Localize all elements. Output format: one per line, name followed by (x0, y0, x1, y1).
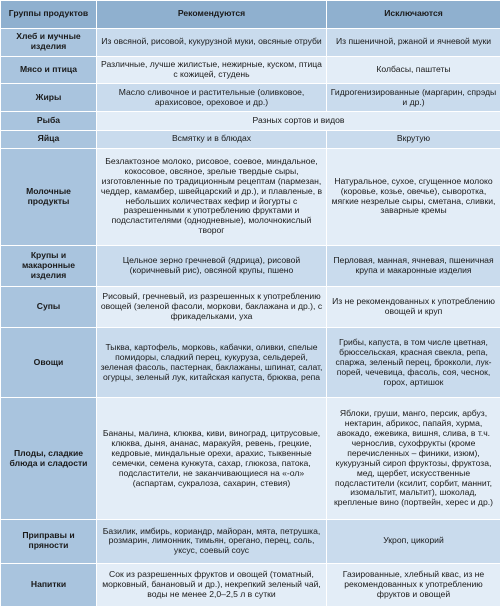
row-excluded: Грибы, капуста, в том числе цветная, брюссельская, красная свекла, репа, спаржа, зеленый перец, брокколи, лук-порей, чечевица, фасоль, соя, чеснок, горох, артишок (327, 328, 500, 398)
row-recommended: Рисовый, гречневый, из разрешенных к употреблению овощей (зеленой фасоли, моркови, баклажана и др.), с фрикадельками, уха (97, 286, 327, 327)
row-group: Хлеб и мучные изделия (1, 28, 97, 56)
row-excluded: Из пшеничной, ржаной и ячневой муки (327, 28, 500, 56)
row-group: Супы (1, 286, 97, 327)
table-row (1, 286, 500, 327)
table-row (1, 148, 500, 245)
table-row (1, 520, 500, 563)
row-group: Мясо и птица (1, 56, 97, 83)
table-row (1, 328, 500, 398)
row-group: Овощи (1, 328, 97, 398)
row-excluded: Вкрутую (327, 131, 500, 149)
row-group: Молочные продукты (1, 148, 97, 245)
table-row (1, 245, 500, 286)
row-group: Яйца (1, 131, 97, 149)
row-excluded: Яблоки, груши, манго, персик, арбуз, нектарин, абрикос, папайя, хурма, авокадо, ежевика, вишня, слива, в т.ч. чернослив, сухофрукты (кроме перечисленных – финики, изюм), кукурузный сироп фруктозы, фруктоза, мед, щербет, искусственные подсластители (ксилит, сорбит, маннит, изомальтит, мальтит), шоколад, крепленые вино (портвейн, херес и др.) (327, 398, 500, 520)
row-recommended: Тыква, картофель, морковь, кабачки, оливки, спелые помидоры, сладкий перец, кукуруза, сельдерей, зеленая фасоль, пастернак, баклажаны, шпинат, салат, огурцы, зеленый лук, китайская капуста, брюква, репа (97, 328, 327, 398)
row-recommended: Цельное зерно гречневой (ядрица), рисовой (коричневый рис), овсяной крупы, пшено (97, 245, 327, 286)
row-excluded: Перловая, манная, ячневая, пшеничная крупа и макаронные изделия (327, 245, 500, 286)
row-recommended: Бананы, малина, клюква, киви, виноград, цитрусовые, клюква, дыня, ананас, маракуйя, ревень, грецкие, кедровые, миндальные орехи, арахис, тыквенные семечки, семена кунжута, сахар, глюкоза, патока, подсластители, не заканчивающиеся на «-ол» (аспартам, сукралоза, сахарин, стевия) (97, 398, 327, 520)
row-group: Крупы и макаронные изделия (1, 245, 97, 286)
row-group: Напитки (1, 563, 97, 606)
header-excluded: Исключаются (327, 1, 500, 29)
row-group: Рыба (1, 112, 97, 131)
row-excluded: Из не рекомендованных к употреблению овощей и круп (327, 286, 500, 327)
table-row (1, 83, 500, 112)
row-merged: Разных сортов и видов (97, 112, 500, 131)
table-row (1, 112, 500, 131)
row-excluded: Натуральное, сухое, сгущенное молоко (коровье, козье, овечье), сыворотка, мягкие незрелые сыры, сметана, сливки, заварные кремы (327, 148, 500, 245)
row-recommended: Всмятку и в блюдах (97, 131, 327, 149)
table-row (1, 56, 500, 83)
header-group: Группы продуктов (1, 1, 97, 29)
row-group: Плоды, сладкие блюда и сладости (1, 398, 97, 520)
table-row (1, 563, 500, 606)
table-row (1, 28, 500, 56)
row-recommended: Различные, лучше жилистые, нежирные, куском, птица с кожицей, студень (97, 56, 327, 83)
row-recommended: Сок из разрешенных фруктов и овощей (томатный, морковный, банановый и др.), некрепкий зеленый чай, воды не менее 2,0–2,5 л в сутки (97, 563, 327, 606)
row-excluded: Колбасы, паштеты (327, 56, 500, 83)
row-excluded: Газированные, хлебный квас, из не рекомендованных к употреблению фруктов и овощей (327, 563, 500, 606)
row-group: Жиры (1, 83, 97, 112)
table-row (1, 398, 500, 520)
row-excluded: Гидрогенизированные (маргарин, спрэды и др.) (327, 83, 500, 112)
row-excluded: Укроп, цикорий (327, 520, 500, 563)
row-recommended: Масло сливочное и растительные (оливковое, арахисовое, ореховое и др.) (97, 83, 327, 112)
header-row (1, 1, 500, 29)
row-recommended: Базилик, имбирь, кориандр, майоран, мята, петрушка, розмарин, лимонник, тимьян, орегано, перец, соль, уксус, соевый соус (97, 520, 327, 563)
row-recommended: Из овсяной, рисовой, кукурузной муки, овсяные отруби (97, 28, 327, 56)
header-recommended: Рекомендуются (97, 1, 327, 29)
row-group: Приправы и пряности (1, 520, 97, 563)
table-row (1, 131, 500, 149)
row-recommended: Безлактозное молоко, рисовое, соевое, миндальное, кокосовое, овсяное, зрелые твердые сыры, изготовленные по традиционным рецептам (пармезан, чеддер, камамбер, швейцарский и др.), и плавленые, в небольших количествах кефир и йогурты с разрешенными к употреблению фруктами и подсластителями (однодневные), молочнокислый творог (97, 148, 327, 245)
